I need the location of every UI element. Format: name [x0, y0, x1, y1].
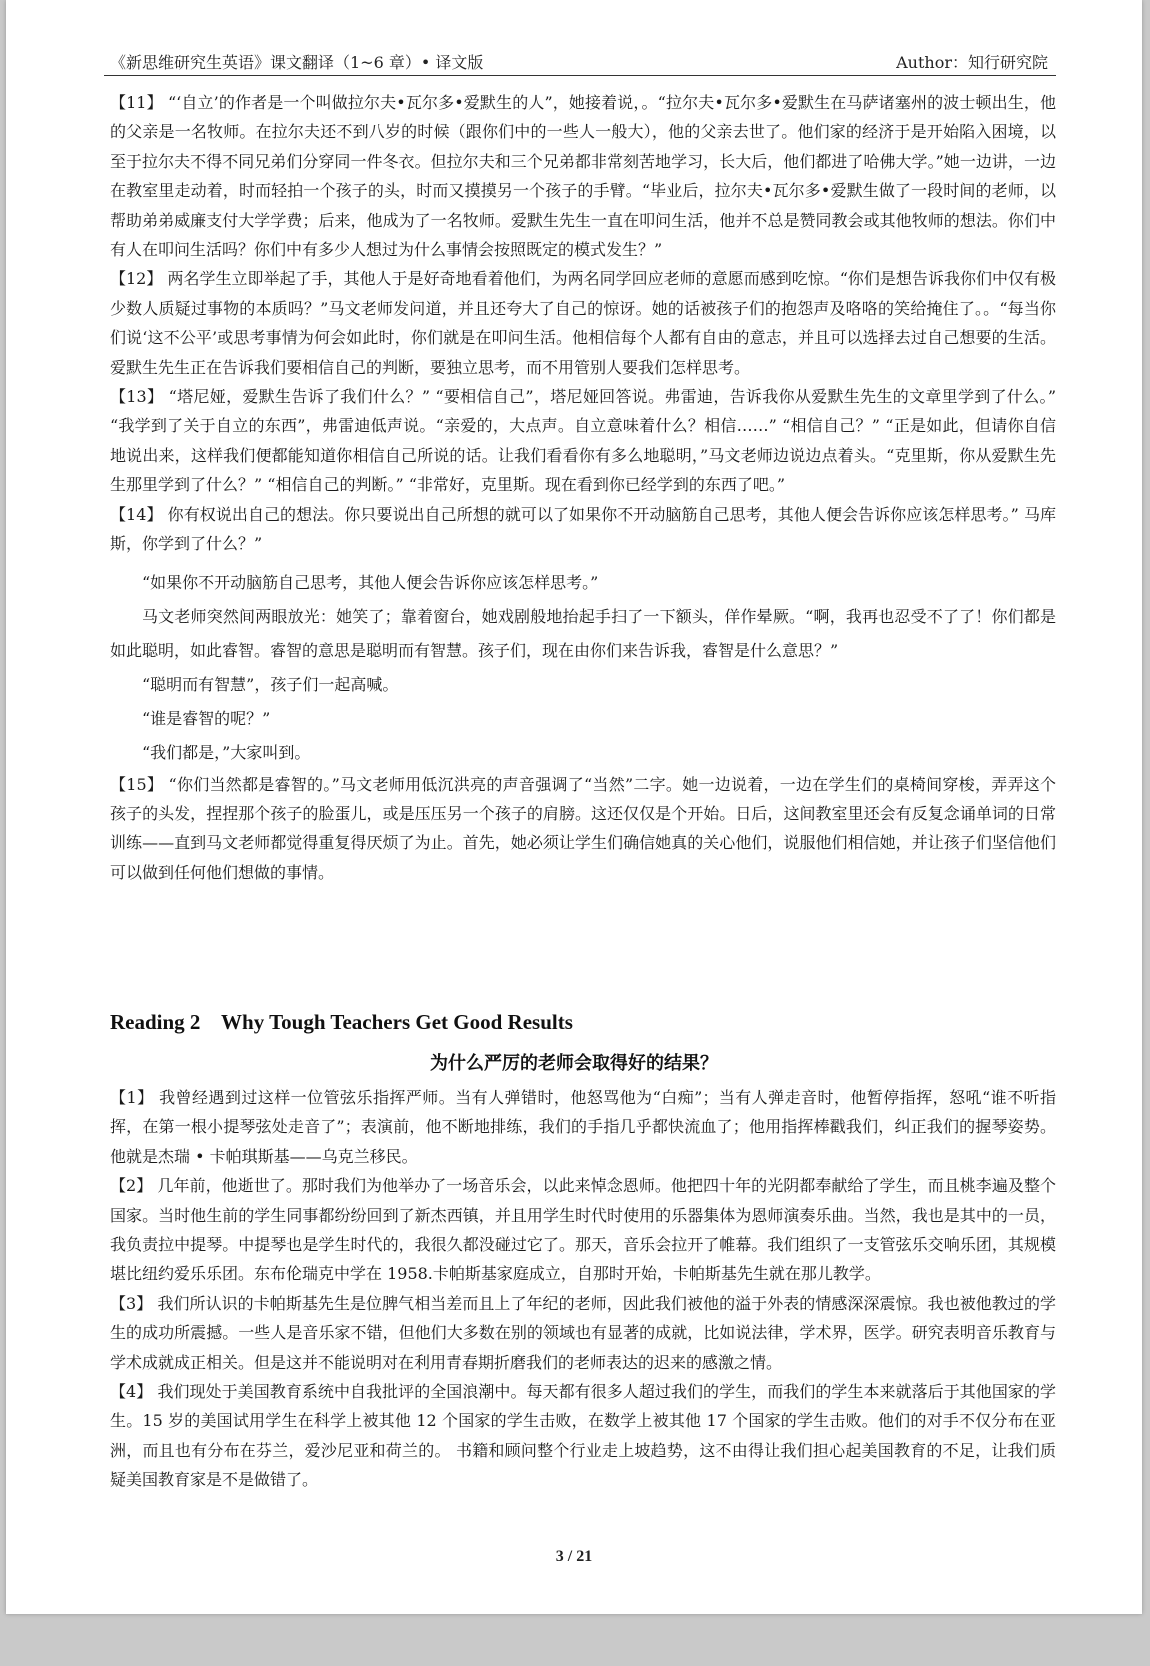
- reading2-body: [110, 1083, 1056, 1495]
- reading1-body: [110, 88, 1056, 887]
- quote-line: “聪明而有智慧”，孩子们一起高喊。: [142, 674, 399, 694]
- paragraph-12: 【12】 两名学生立即举起了手，其他人于是好奇地看着他们，为两名同学回应老师的意愿而感到吃惊。“你们是想告诉我你们中仅有极少数人质疑过事物的本质吗？”马文老师发问道，并且还夸大了自己的惊讶。她的话被孩子们的抱怨声及咯咯的笑给掩住了。。“每当你们说‘这不公平’或思考事情为何会如此时，你们就是在叩问生活。他相信每个人都有自由的意志，并且可以选择去过自己想要的生活。爱默生先生正在告诉我们要相信自己的判断，要独立思考，而不用管别人要我们怎样思考。: [110, 269, 1056, 377]
- reading2-paragraph-4: 【4】 我们现处于美国教育系统中自我批评的全国浪潮中。每天都有很多人超过我们的学生，而我们的学生本来就落后于其他国家的学生。15 岁的美国试用学生在科学上被其他 12 个国家的学生击败，在数学上被其他 17 个国家的学生击败。他们的对手不仅分布在亚洲，而且也有分布在芬兰，爱沙尼亚和荷兰的。 书籍和顾问整个行业走上坡趋势，这不由得让我们担心起美国教育的不足，让我们质疑美国教育家是不是做错了。: [110, 1382, 1056, 1490]
- paragraph-11: 【11】 “‘自立’的作者是一个叫做拉尔夫•瓦尔多•爱默生的人”，她接着说，。“拉尔夫•瓦尔多•爱默生在马萨诸塞州的波士顿出生，他的父亲是一名牧师。在拉尔夫还不到八岁的时候（跟你们中的一些人一般大），他的父亲去世了。他们家的经济于是开始陷入困境，以至于拉尔夫不得不同兄弟们分穿同一件冬衣。但拉尔夫和三个兄弟都非常刻苦地学习，长大后，他们都进了哈佛大学。”她一边讲，一边在教室里走动着，时而轻拍一个孩子的头，时而又摸摸另一个孩子的手臂。“毕业后，拉尔夫•瓦尔多•爱默生做了一段时间的老师，以帮助弟弟威廉支付大学学费；后来，他成为了一名牧师。爱默生先生一直在叩问生活，他并不总是赞同教会或其他牧师的想法。你们中有人在叩问生活吗？你们中有多少人想过为什么事情会按照既定的模式发生？”: [110, 93, 1056, 260]
- reading2-paragraph-3: 【3】 我们所认识的卡帕斯基先生是位脾气相当差而且上了年纪的老师，因此我们被他的溢于外表的情感深深震惊。我也被他教过的学生的成功所震撼。一些人是音乐家不错，但他们大多数在别的领域也有显著的成就，比如说法律，学术界，医学。研究表明音乐教育与学术成就成正相关。但是这并不能说明对在利用青春期折磨我们的老师表达的迟来的感激之情。: [110, 1293, 1056, 1372]
- header-author: Author：知行研究院: [896, 53, 1048, 72]
- paragraph-14: 【14】 你有权说出自己的想法。你只要说出自己所想的就可以了如果你不开动脑筋自己思考，其他人便会告诉你应该怎样思考。” 马库斯，你学到了什么？”: [110, 504, 1056, 554]
- paragraph-13: 【13】 “塔尼娅，爱默生告诉了我们什么？” “要相信自己”，塔尼娅回答说。弗雷迪，告诉我你从爱默生先生的文章里学到了什么。” “我学到了关于自立的东西”，弗雷迪低声说。“亲爱的，大点声。自立意味着什么？相信……” “相信自己？” “正是如此，但请你自信地说出来，这样我们便都能知道你相信自己所说的话。让我们看看你有多么地聪明，”马文老师边说边点着头。“克里斯，你从爱默生先生那里学到了什么？” “相信自己的判断。” “非常好，克里斯。现在看到你已经学到的东西了吧。”: [110, 387, 1056, 495]
- reading2-title: Reading 2 Why Tough Teachers Get Good Results: [110, 1010, 573, 1034]
- page-header: [104, 47, 1056, 76]
- paragraph-15: 【15】 “你们当然都是睿智的。”马文老师用低沉洪亮的声音强调了“当然”二字。她一边说着，一边在学生们的桌椅间穿梭，弄弄这个孩子的头发，捏捏那个孩子的脸蛋儿，或是压压另一个孩子的肩膀。这还仅仅是个开始。日后，这间教室里还会有反复念诵单词的日常训练——直到马文老师都觉得重复得厌烦了为止。首先，她必须让学生们确信她真的关心他们，说服他们相信她，并让孩子们坚信他们可以做到任何他们想做的事情。: [110, 774, 1056, 882]
- narration-paragraph: 马文老师突然间两眼放光：她笑了；靠着窗台，她戏剧般地抬起手扫了一下额头，佯作晕厥。“啊，我再也忍受不了了！你们都是如此聪明，如此睿智。睿智的意思是聪明而有智慧。孩子们，现在由你们来告诉我，睿智是什么意思？”: [110, 606, 1056, 660]
- page-number: 3 / 21: [555, 1548, 593, 1565]
- quote-line: “我们都是，”大家叫到。: [142, 742, 311, 762]
- quote-line: “谁是睿智的呢？”: [142, 708, 271, 728]
- reading2-paragraph-2: 【2】 几年前，他逝世了。那时我们为他举办了一场音乐会，以此来悼念恩师。他把四十年的光阴都奉献给了学生，而且桃李遍及整个国家。当时他生前的学生同事都纷纷回到了新杰西镇，并且用学生时代时使用的乐器集体为恩师演奏乐曲。当然，我也是其中的一员，我负责拉中提琴。中提琴也是学生时代的，我很久都没碰过它了。那天，音乐会拉开了帷幕。我们组织了一支管弦乐交响乐团，其规模堪比纽约爱乐乐团。东布伦瑞克中学在 1958.卡帕斯基家庭成立，自那时开始，卡帕斯基先生就在那儿教学。: [110, 1176, 1056, 1284]
- document-page: [6, 0, 1142, 1614]
- reading2-subtitle: 为什么严厉的老师会取得好的结果？: [430, 1053, 718, 1074]
- header-book-title: 《新思维研究生英语》课文翻译（1~6 章）• 译文版: [110, 53, 484, 72]
- quote-line: “如果你不开动脑筋自己思考，其他人便会告诉你应该怎样思考。”: [142, 572, 599, 592]
- reading2-paragraph-1: 【1】 我曾经遇到过这样一位管弦乐指挥严师。当有人弹错时，他怒骂他为“白痴”；当有人弹走音时，他暂停指挥，怒吼“谁不听指挥，在第一根小提琴弦处走音了”；表演前，他不断地排练，我们的手指几乎都快流血了；他用指挥棒戳我们，纠正我们的握琴姿势。他就是杰瑞 • 卡帕琪斯基——乌克兰移民。: [110, 1088, 1056, 1166]
